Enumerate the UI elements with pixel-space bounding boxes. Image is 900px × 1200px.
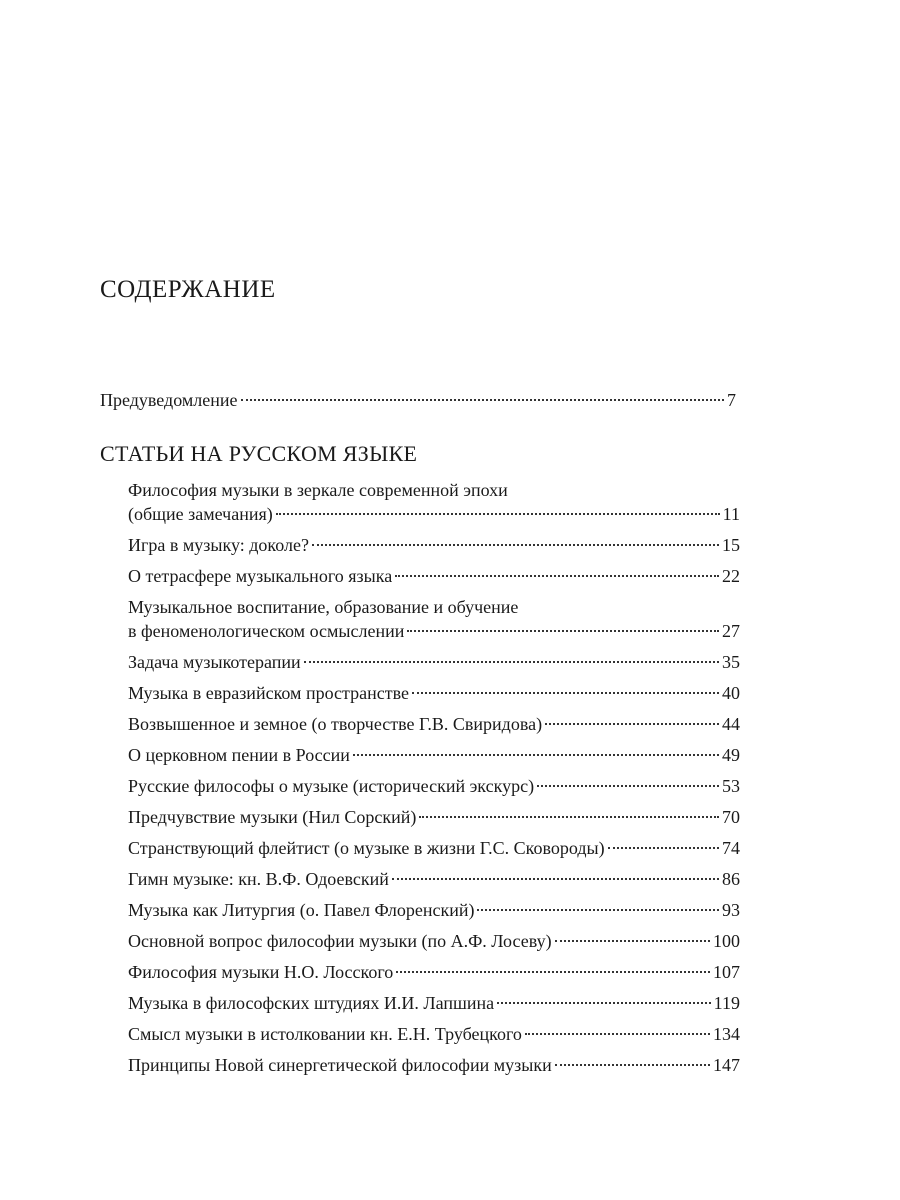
toc-entry[interactable] — [128, 478, 740, 526]
toc-list — [128, 478, 740, 1084]
dot-leader — [392, 878, 719, 880]
toc-entry-text: О церковном пении в России — [128, 745, 350, 765]
toc-entry-page-number: 53 — [722, 776, 740, 796]
dot-leader — [353, 754, 719, 756]
toc-entry-line — [128, 898, 740, 922]
dot-leader — [555, 1064, 710, 1066]
toc-entry-line — [128, 533, 740, 557]
toc-entry-text: Игра в музыку: доколе? — [128, 535, 309, 555]
toc-entry-page-number: 27 — [722, 621, 740, 641]
dot-leader — [477, 909, 719, 911]
dot-leader — [555, 940, 710, 942]
toc-entry[interactable] — [128, 774, 740, 798]
toc-entry[interactable] — [128, 650, 740, 674]
toc-entry[interactable] — [128, 712, 740, 736]
toc-entry-page-number: 22 — [722, 566, 740, 586]
toc-entry-text: Музыка в философских штудиях И.И. Лапшина — [128, 993, 495, 1013]
toc-entry-text: (общие замечания) — [128, 504, 273, 524]
dot-leader — [545, 723, 719, 725]
toc-entry[interactable] — [128, 991, 740, 1015]
dot-leader — [304, 661, 719, 663]
toc-entry[interactable] — [128, 960, 740, 984]
toc-entry-page-number: 40 — [722, 683, 740, 703]
toc-entry-foreword[interactable] — [100, 388, 736, 412]
toc-entry[interactable] — [128, 533, 740, 557]
toc-entry-page-number: 93 — [722, 900, 740, 920]
dot-leader — [241, 399, 725, 401]
toc-entry-page-number: 49 — [722, 745, 740, 765]
toc-entry[interactable] — [128, 805, 740, 829]
toc-entry-line — [128, 991, 740, 1015]
toc-entry[interactable] — [128, 743, 740, 767]
dot-leader — [608, 847, 719, 849]
toc-entry-page-number: 7 — [727, 390, 736, 410]
toc-entry-line — [128, 929, 740, 953]
section-heading: СТАТЬИ НА РУССКОМ ЯЗЫКЕ — [100, 441, 418, 466]
dot-leader — [395, 575, 719, 577]
toc-entry-page-number: 107 — [713, 962, 740, 982]
dot-leader — [419, 816, 719, 818]
dot-leader — [497, 1002, 711, 1004]
toc-entry-text: Гимн музыке: кн. В.Ф. Одоевский — [128, 869, 389, 889]
toc-entry-first-line: Музыкальное воспитание, образование и обучение — [128, 597, 519, 617]
toc-entry-line — [128, 867, 740, 891]
toc-entry-text: Задача музыкотерапии — [128, 652, 301, 672]
toc-entry-text: Музыка в евразийском пространстве — [128, 683, 409, 703]
toc-entry-line — [128, 743, 740, 767]
dot-leader — [276, 513, 720, 515]
toc-entry-line — [128, 712, 740, 736]
toc-entry-text: Странствующий флейтист (о музыке в жизни Г.С. Сковороды) — [128, 838, 605, 858]
toc-entry[interactable] — [128, 1053, 740, 1077]
toc-entry-line — [128, 1053, 740, 1077]
toc-entry-text: Смысл музыки в истолковании кн. Е.Н. Трубецкого — [128, 1024, 522, 1044]
toc-entry-line — [128, 619, 740, 643]
dot-leader — [396, 971, 710, 973]
toc-entry-line — [100, 388, 736, 412]
toc-entry-text: Предуведомление — [100, 390, 238, 410]
toc-entry-line — [128, 650, 740, 674]
toc-entry-text: Русские философы о музыке (исторический экскурс) — [128, 776, 535, 796]
toc-entry-page-number: 134 — [713, 1024, 740, 1044]
toc-entry-line — [128, 805, 740, 829]
toc-entry-page-number: 70 — [722, 807, 740, 827]
toc-entry-text: в феноменологическом осмыслении — [128, 621, 405, 641]
toc-entry[interactable] — [128, 929, 740, 953]
toc-entry-page-number: 147 — [713, 1055, 740, 1075]
toc-entry[interactable] — [128, 681, 740, 705]
toc-entry-text: Возвышенное и земное (о творчестве Г.В. Свиридова) — [128, 714, 543, 734]
toc-entry-line — [128, 1022, 740, 1046]
toc-entry[interactable] — [128, 564, 740, 588]
page-title: СОДЕРЖАНИЕ — [100, 276, 276, 303]
toc-entry-line — [128, 774, 740, 798]
toc-entry[interactable] — [128, 867, 740, 891]
toc-entry-text: Принципы Новой синергетической философии музыки — [128, 1055, 552, 1075]
toc-entry-text: Философия музыки Н.О. Лосского — [128, 962, 394, 982]
toc-entry[interactable] — [128, 836, 740, 860]
dot-leader — [312, 544, 719, 546]
dot-leader — [412, 692, 719, 694]
dot-leader — [525, 1033, 710, 1035]
toc-entry-page-number: 100 — [713, 931, 740, 951]
toc-entry-line — [128, 502, 740, 526]
toc-entry-page-number: 119 — [713, 993, 740, 1013]
toc-entry-page-number: 11 — [722, 504, 740, 524]
toc-entry[interactable] — [128, 595, 740, 643]
toc-entry[interactable] — [128, 1022, 740, 1046]
toc-entry-text: Предчувствие музыки (Нил Сорский) — [128, 807, 417, 827]
toc-entry-page-number: 15 — [722, 535, 740, 555]
toc-entry-text: Музыка как Литургия (о. Павел Флоренский) — [128, 900, 475, 920]
toc-entry-page-number: 44 — [722, 714, 740, 734]
toc-entry-page-number: 86 — [722, 869, 740, 889]
toc-entry-page-number: 35 — [722, 652, 740, 672]
toc-entry-line — [128, 681, 740, 705]
toc-entry[interactable] — [128, 898, 740, 922]
toc-entry-first-line: Философия музыки в зеркале современной эпохи — [128, 480, 508, 500]
toc-entry-text: О тетрасфере музыкального языка — [128, 566, 393, 586]
toc-entry-line — [128, 836, 740, 860]
toc-entry-line — [128, 960, 740, 984]
toc-entry-page-number: 74 — [722, 838, 740, 858]
dot-leader — [537, 785, 719, 787]
toc-entry-line — [128, 564, 740, 588]
toc-entry-text: Основной вопрос философии музыки (по А.Ф. Лосеву) — [128, 931, 552, 951]
dot-leader — [407, 630, 719, 632]
